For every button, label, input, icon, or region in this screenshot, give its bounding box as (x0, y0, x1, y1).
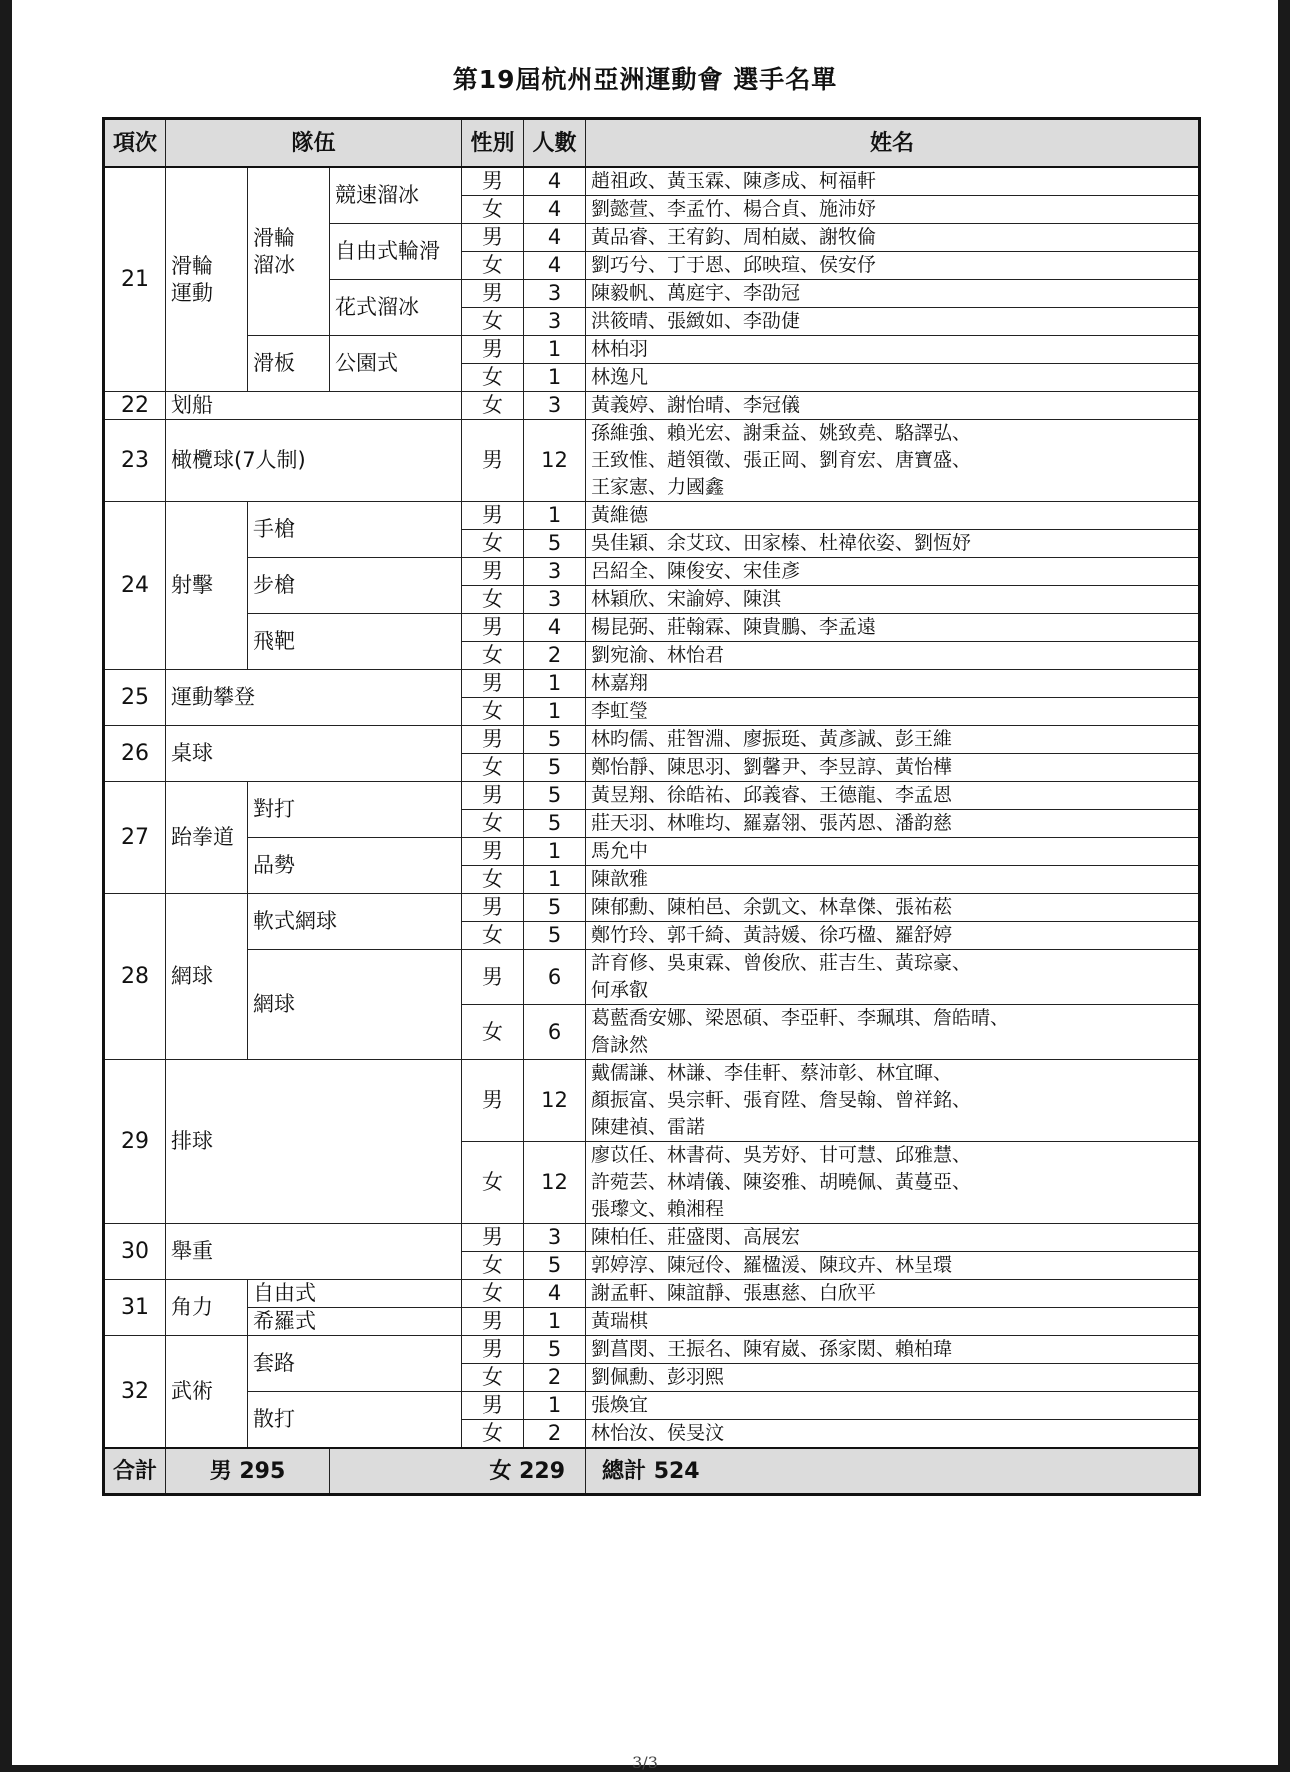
names-cell: 黃瑞棋 (586, 1308, 1200, 1336)
gender-cell: 男 (462, 782, 524, 810)
names-cell: 林怡汝、侯旻汶 (586, 1420, 1200, 1449)
gender-cell: 男 (462, 167, 524, 196)
gender-cell: 男 (462, 894, 524, 922)
gender-cell: 女 (462, 1364, 524, 1392)
names-cell: 林柏羽 (586, 336, 1200, 364)
count-cell: 3 (524, 1224, 586, 1252)
gender-cell: 女 (462, 364, 524, 392)
gender-cell: 女 (462, 642, 524, 670)
total-row (104, 1448, 1200, 1495)
discipline-name: 飛靶 (248, 614, 462, 670)
sport-name: 射擊 (166, 502, 248, 670)
gender-cell: 男 (462, 950, 524, 1005)
names-cell: 林昀儒、莊智淵、廖振珽、黃彥誠、彭王維 (586, 726, 1200, 754)
gender-cell: 女 (462, 810, 524, 838)
item-number: 29 (104, 1060, 166, 1224)
count-cell: 1 (524, 336, 586, 364)
table-row (104, 1280, 1200, 1308)
table-row (104, 420, 1200, 502)
item-number: 28 (104, 894, 166, 1060)
total-female: 女 229 (330, 1448, 586, 1495)
page-number: 3/3 (632, 1753, 658, 1772)
names-cell: 馬允中 (586, 838, 1200, 866)
count-cell: 6 (524, 950, 586, 1005)
names-cell: 吳佳穎、余艾玟、田家榛、杜禕依姿、劉恆妤 (586, 530, 1200, 558)
table-row (104, 336, 1200, 364)
page-title: 第19屆杭州亞洲運動會 選手名單 (452, 65, 838, 94)
names-cell: 李虹瑩 (586, 698, 1200, 726)
count-cell: 2 (524, 642, 586, 670)
item-number: 26 (104, 726, 166, 782)
item-number: 21 (104, 167, 166, 392)
names-cell: 鄭怡靜、陳思羽、劉馨尹、李昱諄、黃怡樺 (586, 754, 1200, 782)
names-cell: 張煥宜 (586, 1392, 1200, 1420)
count-cell: 5 (524, 922, 586, 950)
names-cell: 趙祖政、黃玉霖、陳彥成、柯福軒 (586, 167, 1200, 196)
sport-name: 划船 (166, 392, 462, 420)
header-gender: 性別 (462, 119, 524, 168)
total-male: 男 295 (166, 1448, 330, 1495)
item-number: 31 (104, 1280, 166, 1336)
header-team: 隊伍 (166, 119, 462, 168)
item-number: 25 (104, 670, 166, 726)
count-cell: 4 (524, 614, 586, 642)
names-cell: 莊天羽、林唯均、羅嘉翎、張芮恩、潘韵慈 (586, 810, 1200, 838)
count-cell: 3 (524, 392, 586, 420)
gender-cell: 男 (462, 1224, 524, 1252)
header-names: 姓名 (586, 119, 1200, 168)
count-cell: 4 (524, 252, 586, 280)
count-cell: 5 (524, 530, 586, 558)
names-cell: 劉菖閔、王振名、陳宥崴、孫家閎、賴柏瑋 (586, 1336, 1200, 1364)
count-cell: 4 (524, 224, 586, 252)
sport-name: 跆拳道 (166, 782, 248, 894)
athlete-roster-table (102, 117, 1201, 1496)
discipline-name: 手槍 (248, 502, 462, 558)
names-cell: 陳毅帆、萬庭宇、李劭冠 (586, 280, 1200, 308)
names-cell: 郭婷淳、陳冠伶、羅楹湲、陳玟卉、林呈環 (586, 1252, 1200, 1280)
table-header-row (104, 119, 1200, 168)
table-row (104, 614, 1200, 642)
table-row (104, 1060, 1200, 1142)
count-cell: 1 (524, 1392, 586, 1420)
discipline-name: 希羅式 (248, 1308, 462, 1336)
item-number: 22 (104, 392, 166, 420)
gender-cell: 女 (462, 252, 524, 280)
count-cell: 12 (524, 1060, 586, 1142)
gender-cell: 女 (462, 922, 524, 950)
names-cell: 黃義婷、謝怡晴、李冠儀 (586, 392, 1200, 420)
sport-name: 桌球 (166, 726, 462, 782)
total-grand: 總計 524 (586, 1448, 1200, 1495)
table-row (104, 1336, 1200, 1364)
event-name: 競速溜冰 (330, 167, 462, 224)
count-cell: 1 (524, 1308, 586, 1336)
gender-cell: 女 (462, 308, 524, 336)
gender-cell: 女 (462, 1280, 524, 1308)
sport-name: 運動攀登 (166, 670, 462, 726)
count-cell: 5 (524, 754, 586, 782)
sport-name: 滑輪 運動 (166, 167, 248, 392)
gender-cell: 女 (462, 754, 524, 782)
gender-cell: 男 (462, 726, 524, 754)
count-cell: 3 (524, 586, 586, 614)
discipline-name: 散打 (248, 1392, 462, 1449)
sport-name: 舉重 (166, 1224, 462, 1280)
gender-cell: 男 (462, 224, 524, 252)
count-cell: 4 (524, 167, 586, 196)
names-cell: 林穎欣、宋諭婷、陳淇 (586, 586, 1200, 614)
gender-cell: 男 (462, 838, 524, 866)
gender-cell: 女 (462, 1420, 524, 1449)
discipline-name: 軟式網球 (248, 894, 462, 950)
item-number: 32 (104, 1336, 166, 1449)
event-name: 公園式 (330, 336, 462, 392)
table-row (104, 167, 1200, 196)
names-cell: 劉巧兮、丁于恩、邱映瑄、侯安伃 (586, 252, 1200, 280)
item-number: 30 (104, 1224, 166, 1280)
event-name: 花式溜冰 (330, 280, 462, 336)
gender-cell: 男 (462, 614, 524, 642)
count-cell: 1 (524, 838, 586, 866)
table-row (104, 558, 1200, 586)
total-label: 合計 (104, 1448, 166, 1495)
gender-cell: 男 (462, 558, 524, 586)
sport-name: 角力 (166, 1280, 248, 1336)
gender-cell: 女 (462, 1252, 524, 1280)
count-cell: 5 (524, 1336, 586, 1364)
names-cell: 呂紹全、陳俊安、宋佳彥 (586, 558, 1200, 586)
sport-name: 排球 (166, 1060, 462, 1224)
table-row (104, 392, 1200, 420)
count-cell: 1 (524, 698, 586, 726)
table-row (104, 894, 1200, 922)
sport-name: 網球 (166, 894, 248, 1060)
count-cell: 3 (524, 558, 586, 586)
names-cell: 黃品睿、王宥鈞、周柏崴、謝牧倫 (586, 224, 1200, 252)
table-row (104, 1392, 1200, 1420)
gender-cell: 男 (462, 1336, 524, 1364)
table-row (104, 950, 1200, 1005)
gender-cell: 男 (462, 670, 524, 698)
discipline-name: 品勢 (248, 838, 462, 894)
count-cell: 5 (524, 782, 586, 810)
gender-cell: 女 (462, 586, 524, 614)
names-cell: 陳歆雅 (586, 866, 1200, 894)
names-cell: 陳郁勳、陳柏邑、余凱文、林韋傑、張祐菘 (586, 894, 1200, 922)
gender-cell: 女 (462, 1142, 524, 1224)
names-cell: 劉佩勳、彭羽熙 (586, 1364, 1200, 1392)
sport-name: 武術 (166, 1336, 248, 1449)
header-item: 項次 (104, 119, 166, 168)
gender-cell: 女 (462, 1005, 524, 1060)
names-cell: 孫維強、賴光宏、謝秉益、姚致堯、駱譯弘、 王致惟、趙領徵、張正岡、劉育宏、唐寶盛、 王家憲、力國鑫 (586, 420, 1200, 502)
gender-cell: 女 (462, 698, 524, 726)
header-count: 人數 (524, 119, 586, 168)
count-cell: 3 (524, 280, 586, 308)
names-cell: 洪筱晴、張緻如、李劭倢 (586, 308, 1200, 336)
gender-cell: 男 (462, 1308, 524, 1336)
discipline-name: 網球 (248, 950, 462, 1060)
names-cell: 謝孟軒、陳誼靜、張惠慈、白欣平 (586, 1280, 1200, 1308)
count-cell: 1 (524, 866, 586, 894)
names-cell: 鄭竹玲、郭千綺、黃詩媛、徐巧楹、羅舒婷 (586, 922, 1200, 950)
count-cell: 6 (524, 1005, 586, 1060)
count-cell: 5 (524, 894, 586, 922)
count-cell: 2 (524, 1420, 586, 1449)
gender-cell: 男 (462, 280, 524, 308)
discipline-name: 步槍 (248, 558, 462, 614)
count-cell: 2 (524, 1364, 586, 1392)
names-cell: 黃維德 (586, 502, 1200, 530)
table-row (104, 782, 1200, 810)
names-cell: 劉懿萱、李孟竹、楊合貞、施沛妤 (586, 196, 1200, 224)
discipline-name: 套路 (248, 1336, 462, 1392)
count-cell: 1 (524, 670, 586, 698)
names-cell: 林逸凡 (586, 364, 1200, 392)
table-row (104, 1308, 1200, 1336)
gender-cell: 男 (462, 420, 524, 502)
names-cell: 林嘉翔 (586, 670, 1200, 698)
count-cell: 12 (524, 420, 586, 502)
names-cell: 戴儒謙、林謙、李佳軒、蔡沛彰、林宜暉、 顏振富、吳宗軒、張育陞、詹旻翰、曾祥銘、 陳建禎、雷諾 (586, 1060, 1200, 1142)
count-cell: 1 (524, 364, 586, 392)
count-cell: 5 (524, 726, 586, 754)
names-cell: 葛藍喬安娜、梁恩碩、李亞軒、李珮琪、詹皓晴、 詹詠然 (586, 1005, 1200, 1060)
names-cell: 黃昱翔、徐皓祐、邱義睿、王德龍、李孟恩 (586, 782, 1200, 810)
item-number: 27 (104, 782, 166, 894)
gender-cell: 男 (462, 1060, 524, 1142)
count-cell: 1 (524, 502, 586, 530)
gender-cell: 男 (462, 336, 524, 364)
gender-cell: 女 (462, 392, 524, 420)
names-cell: 陳柏任、莊盛閔、高展宏 (586, 1224, 1200, 1252)
sport-name: 橄欖球(7人制) (166, 420, 462, 502)
gender-cell: 男 (462, 502, 524, 530)
item-number: 24 (104, 502, 166, 670)
count-cell: 5 (524, 810, 586, 838)
gender-cell: 女 (462, 866, 524, 894)
count-cell: 4 (524, 196, 586, 224)
table-row (104, 502, 1200, 530)
gender-cell: 男 (462, 1392, 524, 1420)
discipline-name: 自由式 (248, 1280, 462, 1308)
gender-cell: 女 (462, 196, 524, 224)
document-page (12, 0, 1278, 1772)
names-cell: 楊昆弼、莊翰霖、陳貴鵬、李孟遠 (586, 614, 1200, 642)
table-row (104, 838, 1200, 866)
table-row (104, 670, 1200, 698)
names-cell: 許育修、吳東霖、曾俊欣、莊吉生、黃琮豪、 何承叡 (586, 950, 1200, 1005)
count-cell: 12 (524, 1142, 586, 1224)
table-row (104, 726, 1200, 754)
discipline-name: 滑板 (248, 336, 330, 392)
count-cell: 3 (524, 308, 586, 336)
count-cell: 4 (524, 1280, 586, 1308)
count-cell: 5 (524, 1252, 586, 1280)
table-row (104, 1224, 1200, 1252)
event-name: 自由式輪滑 (330, 224, 462, 280)
discipline-name: 對打 (248, 782, 462, 838)
names-cell: 劉宛渝、林怡君 (586, 642, 1200, 670)
discipline-name: 滑輪 溜冰 (248, 167, 330, 336)
gender-cell: 女 (462, 530, 524, 558)
item-number: 23 (104, 420, 166, 502)
names-cell: 廖苡任、林書荷、吳芳妤、甘可慧、邱雅慧、 許菀芸、林靖儀、陳姿雅、胡曉佩、黃蔓亞、 張瓈文、賴湘程 (586, 1142, 1200, 1224)
